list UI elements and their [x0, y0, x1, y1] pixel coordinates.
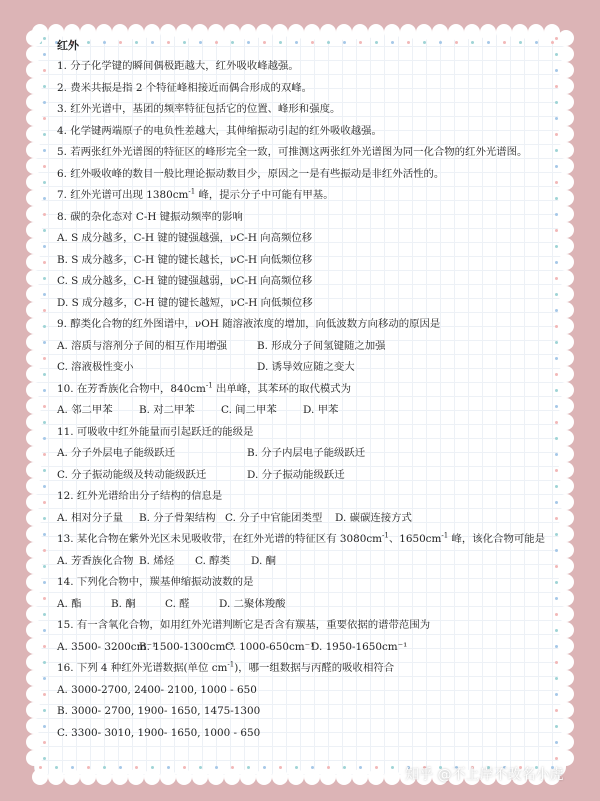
border-dot — [43, 325, 46, 328]
scallop-edge — [26, 494, 42, 510]
border-dot — [43, 597, 46, 600]
scallop-edge — [26, 158, 42, 174]
border-dot — [263, 766, 266, 769]
question-line — [57, 99, 577, 121]
option-row — [57, 508, 577, 530]
option-text: B. 分子骨架结构 — [139, 511, 216, 524]
option-row — [57, 637, 577, 659]
option-text: D. 诱导效应随之变大 — [257, 361, 355, 373]
scallop-edge — [26, 686, 42, 702]
question-line — [57, 250, 577, 272]
line-text: A. 3000-2700, 2400- 2100, 1000 - 650 — [57, 683, 257, 696]
border-dot — [43, 725, 46, 728]
option-row — [57, 336, 577, 358]
scallop-edge — [26, 574, 42, 590]
border-dot — [43, 421, 46, 424]
line-text: 出单峰，其苯环的取代模式为 — [212, 382, 352, 395]
option-text: A. 芳香族化合物 — [57, 554, 134, 567]
option-text: A. 溶质与溶剂分子间的相互作用增强 — [57, 339, 227, 352]
scallop-edge — [26, 78, 42, 94]
border-dot — [359, 766, 362, 769]
scallop-edge — [26, 190, 42, 206]
option-text: B. 1500-1300cm⁻¹ — [139, 640, 235, 653]
border-dot — [151, 766, 154, 769]
scallop-edge — [26, 46, 42, 62]
option-text: B. 对二甲苯 — [139, 404, 195, 416]
superscript: -1 — [441, 531, 449, 540]
line-text: 峰，提示分子中可能有甲基。 — [195, 189, 334, 201]
scallop-edge — [304, 769, 320, 785]
scallop-edge — [320, 769, 336, 785]
option-text: D. 甲苯 — [303, 404, 339, 416]
option-text: C. 1000-650cm⁻¹ — [225, 640, 315, 653]
superscript: -1 — [188, 187, 196, 196]
border-dot — [183, 766, 186, 769]
border-dot — [43, 501, 46, 504]
scallop-edge — [26, 718, 42, 734]
question-line — [57, 207, 577, 229]
option-text: B. 形成分子间氢键随之加强 — [257, 339, 386, 352]
scallop-edge — [26, 110, 42, 126]
question-line — [57, 164, 577, 186]
scallop-edge — [26, 254, 42, 270]
border-dot — [43, 677, 46, 680]
scallop-edge — [26, 734, 42, 750]
option-row — [57, 465, 577, 487]
question-line — [57, 271, 577, 293]
question-line — [57, 121, 577, 143]
border-dot — [55, 766, 58, 769]
border-dot — [43, 37, 46, 40]
scallop-edge — [26, 270, 42, 286]
question-line — [57, 701, 577, 723]
border-dot — [43, 357, 46, 360]
question-line — [57, 422, 577, 444]
scallop-edge — [272, 769, 288, 785]
question-line — [57, 78, 577, 100]
border-dot — [43, 197, 46, 200]
border-dot — [343, 766, 346, 769]
border-dot — [167, 766, 170, 769]
line-text: C. S 成分越多，C-H 键的键强越弱，νC-H 向高频位移 — [57, 275, 313, 287]
scallop-edge — [26, 30, 42, 46]
border-dot — [295, 766, 298, 769]
option-row — [57, 551, 577, 573]
border-dot — [43, 741, 46, 744]
line-text: B. S 成分越多，C-H 键的键长越长，νC-H 向低频位移 — [57, 253, 313, 266]
option-text: A. 分子外层电子能级跃迁 — [57, 447, 176, 459]
scallop-edge — [96, 769, 112, 785]
scallop-edge — [26, 478, 42, 494]
line-text: 14. 下列化合物中，羰基伸缩振动波数的是 — [57, 576, 254, 588]
border-dot — [43, 165, 46, 168]
question-line — [57, 314, 577, 336]
scallop-edge — [384, 769, 400, 785]
scallop-edge — [208, 769, 224, 785]
line-text: 12. 红外光谱给出分子结构的信息是 — [57, 490, 223, 502]
border-dot — [43, 389, 46, 392]
line-text: )，哪一组数据与丙醛的吸收相符合 — [234, 662, 395, 674]
scallop-edge — [26, 670, 42, 686]
option-row — [57, 443, 577, 465]
border-dot — [43, 485, 46, 488]
border-dot — [43, 277, 46, 280]
scallop-edge — [160, 769, 176, 785]
border-dot — [43, 453, 46, 456]
question-line — [57, 680, 577, 702]
border-dot — [43, 405, 46, 408]
line-text: 4. 化学键两端原子的电负性差越大，其伸缩振动引起的红外吸收越强。 — [57, 124, 382, 137]
question-line — [57, 228, 577, 250]
scallop-edge — [26, 526, 42, 542]
option-text: A. 相对分子量 — [57, 511, 124, 524]
scallop-edge — [26, 350, 42, 366]
line-text: 11. 可吸收中红外能量而引起跃迁的能级是 — [57, 425, 254, 438]
line-text: 7. 红外光谱可出现 1380cm — [57, 189, 189, 201]
option-text: C. 分子振动能级及转动能级跃迁 — [57, 468, 207, 481]
border-dot — [311, 766, 314, 769]
scallop-edge — [26, 334, 42, 350]
line-text: 9. 醇类化合物的红外图谱中，νOH 随溶液浓度的增加，向低波数方向移动的原因是 — [57, 318, 441, 330]
scallop-edge — [26, 702, 42, 718]
border-dot — [43, 181, 46, 184]
option-text: A. 酯 — [57, 597, 82, 610]
border-dot — [43, 245, 46, 248]
scallop-edge — [26, 126, 42, 142]
border-dot — [119, 766, 122, 769]
option-text: B. 分子内层电子能级跃迁 — [247, 447, 366, 459]
superscript: -1 — [227, 660, 235, 669]
border-dot — [247, 766, 250, 769]
scallop-edge — [26, 286, 42, 302]
option-text: A. 邻二甲苯 — [57, 404, 113, 416]
border-dot — [43, 309, 46, 312]
scallop-edge — [26, 142, 42, 158]
line-text: 、1650cm — [388, 533, 442, 545]
question-line — [57, 615, 577, 637]
scallop-edge — [26, 238, 42, 254]
border-dot — [43, 693, 46, 696]
question-line — [57, 379, 577, 401]
scallop-edge — [26, 222, 42, 238]
scallop-edge — [144, 769, 160, 785]
border-dot — [39, 766, 42, 769]
scallop-edge — [26, 542, 42, 558]
question-line — [57, 486, 577, 508]
scallop-edge — [26, 382, 42, 398]
scallop-edge — [26, 510, 42, 526]
line-text: 8. 碳的杂化态对 C-H 键振动频率的影响 — [57, 210, 243, 223]
scallop-edge — [26, 318, 42, 334]
border-dot — [43, 293, 46, 296]
scallop-edge — [26, 302, 42, 318]
option-text: D. 二聚体羧酸 — [219, 597, 286, 610]
scallop-edge — [112, 769, 128, 785]
scallop-edge — [26, 366, 42, 382]
option-text: D. 分子振动能级跃迁 — [247, 468, 345, 481]
scallop-edge — [26, 446, 42, 462]
border-dot — [43, 101, 46, 104]
line-text: D. S 成分越多，C-H 键的键长越短，νC-H 向低频位移 — [57, 296, 313, 309]
border-dot — [327, 766, 330, 769]
superscript: -1 — [205, 381, 213, 390]
border-dot — [43, 261, 46, 264]
scallop-edge — [26, 590, 42, 606]
question-list — [57, 36, 577, 744]
line-text: B. 3000- 2700, 1900- 1650, 1475-1300 — [57, 705, 261, 717]
scallop-edge — [26, 462, 42, 478]
border-dot — [43, 69, 46, 72]
border-dot — [43, 581, 46, 584]
border-dot — [103, 766, 106, 769]
border-dot — [375, 766, 378, 769]
option-text: C. 醇类 — [195, 554, 230, 567]
scallop-edge — [80, 769, 96, 785]
line-text: 16. 下列 4 种红外光谱数据(单位 cm — [57, 662, 228, 674]
scallop-edge — [128, 769, 144, 785]
scallop-edge — [26, 94, 42, 110]
scallop-edge — [26, 558, 42, 574]
border-dot — [43, 149, 46, 152]
border-dot — [43, 565, 46, 568]
scallop-edge — [288, 769, 304, 785]
border-dot — [555, 757, 558, 760]
scallop-edge — [192, 769, 208, 785]
border-dot — [135, 766, 138, 769]
border-dot — [43, 85, 46, 88]
option-text: C. 分子中官能团类型 — [225, 511, 323, 524]
border-dot — [43, 613, 46, 616]
scallop-edge — [26, 206, 42, 222]
option-row — [57, 400, 577, 422]
border-dot — [43, 133, 46, 136]
line-text: 峰，该化合物可能是 — [448, 533, 546, 545]
line-text: 10. 在芳香族化合物中，840cm — [57, 382, 206, 395]
scallop-edge — [26, 62, 42, 78]
option-row — [57, 594, 577, 616]
border-dot — [43, 117, 46, 120]
border-dot — [43, 709, 46, 712]
question-line — [57, 723, 577, 745]
border-dot — [71, 766, 74, 769]
line-text: 1. 分子化学键的瞬间偶极距越大，红外吸收峰越强。 — [57, 60, 299, 72]
border-dot — [43, 213, 46, 216]
option-text: D. 碳碳连接方式 — [335, 511, 412, 524]
line-text: C. 3300- 3010, 1900- 1650, 1000 - 650 — [57, 726, 261, 739]
border-dot — [43, 533, 46, 536]
scallop-edge — [26, 606, 42, 622]
scallop-edge — [26, 750, 42, 766]
option-text: C. 间二甲苯 — [221, 404, 277, 416]
line-text: 5. 若两张红外光谱图的特征区的峰形完全一致，可推测这两张红外光谱图为同一化合物的红外光谱图。 — [57, 146, 528, 158]
border-dot — [279, 766, 282, 769]
border-dot — [43, 341, 46, 344]
border-dot — [43, 437, 46, 440]
question-line — [57, 185, 577, 207]
option-text: D. 1950-1650cm⁻¹ — [311, 640, 408, 653]
line-text: 3. 红外光谱中，基团的频率特征包括它的位置、峰形和强度。 — [57, 103, 341, 115]
watermark: 知乎 @不上岸不改名小虎 — [405, 767, 564, 783]
scallop-edge — [48, 769, 64, 785]
border-dot — [43, 661, 46, 664]
section-title: 红外 — [57, 39, 79, 52]
border-dot — [43, 549, 46, 552]
question-line — [57, 658, 577, 680]
option-text: B. 酮 — [111, 597, 136, 610]
option-text: B. 烯烃 — [139, 554, 175, 567]
question-line — [57, 293, 577, 315]
border-dot — [43, 53, 46, 56]
border-dot — [43, 645, 46, 648]
superscript: -1 — [382, 531, 389, 540]
scallop-edge — [26, 622, 42, 638]
border-dot — [391, 766, 394, 769]
border-dot — [87, 766, 90, 769]
option-text: A. 3500- 3200cm⁻¹ — [57, 640, 157, 653]
border-dot — [199, 766, 202, 769]
line-text: 13. 某化合物在紫外光区未见吸收带，在红外光谱的特征区有 3080cm — [57, 533, 383, 545]
question-line — [57, 142, 577, 164]
scallop-edge — [224, 769, 240, 785]
border-dot — [215, 766, 218, 769]
scallop-edge — [336, 769, 352, 785]
border-dot — [43, 757, 46, 760]
border-dot — [43, 229, 46, 232]
scallop-edge — [26, 654, 42, 670]
line-text: 2. 费米共振是指 2 个特征峰相接近而偶合形成的双峰。 — [57, 81, 313, 94]
border-dot — [43, 469, 46, 472]
question-line — [57, 529, 577, 551]
option-row — [57, 357, 577, 379]
scallop-edge — [64, 769, 80, 785]
question-line — [57, 56, 577, 78]
scallop-edge — [26, 430, 42, 446]
border-dot — [43, 373, 46, 376]
scallop-edge — [352, 769, 368, 785]
scallop-edge — [368, 769, 384, 785]
line-text: 6. 红外吸收峰的数目一般比理论振动数目少，原因之一是有些振动是非红外活性的。 — [57, 167, 445, 180]
option-text: C. 醛 — [165, 597, 190, 610]
scallop-edge — [32, 769, 48, 785]
border-dot — [43, 629, 46, 632]
border-dot — [43, 517, 46, 520]
scallop-edge — [256, 769, 272, 785]
scallop-edge — [26, 174, 42, 190]
question-line — [57, 572, 577, 594]
line-text: A. S 成分越多，C-H 键的键强越强，νC-H 向高频位移 — [57, 232, 313, 244]
scallop-edge — [176, 769, 192, 785]
option-text: C. 溶液极性变小 — [57, 361, 134, 373]
scallop-edge — [26, 414, 42, 430]
scallop-edge — [26, 398, 42, 414]
option-text: D. 酮 — [251, 554, 276, 567]
scallop-edge — [26, 638, 42, 654]
line-text: 15. 有一含氧化合物，如用红外光谱判断它是否含有羰基，重要依据的谱带范围为 — [57, 619, 431, 631]
scallop-edge — [240, 769, 256, 785]
border-dot — [231, 766, 234, 769]
